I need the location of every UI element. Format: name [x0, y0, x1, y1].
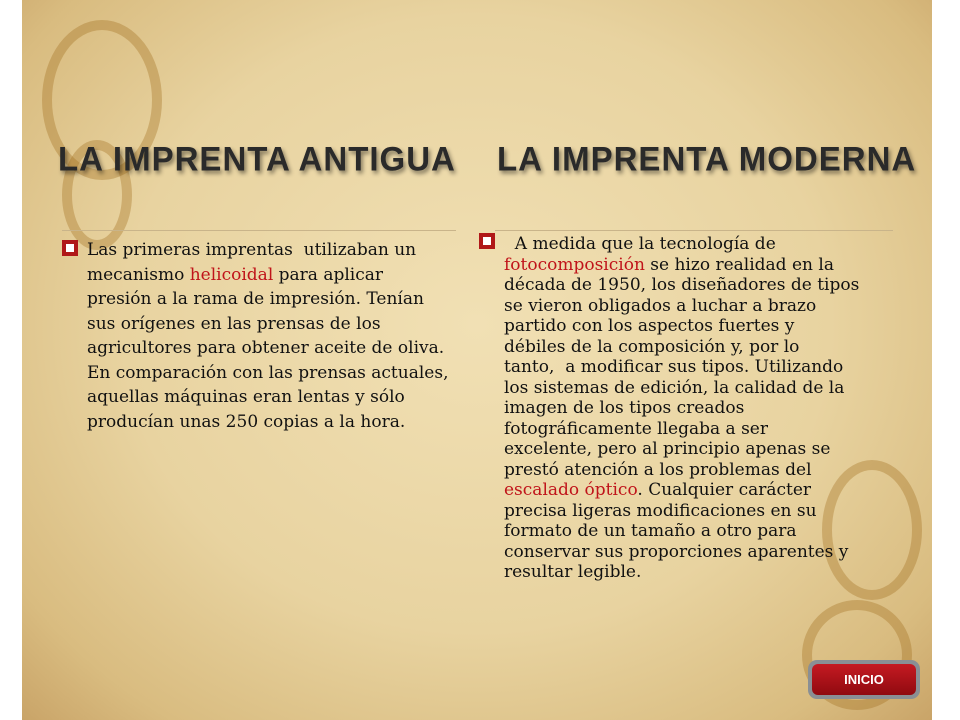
- text-line: [87, 263, 448, 288]
- divider: [495, 230, 893, 231]
- text-line: [504, 255, 859, 276]
- text-line: [87, 336, 448, 361]
- text-run: precisa ligeras modificaciones en su: [504, 500, 817, 521]
- heading-antigua: LA IMPRENTA ANTIGUA: [58, 139, 456, 178]
- text-run: se vieron obligados a luchar a brazo: [504, 295, 817, 316]
- inicio-button[interactable]: [808, 660, 920, 699]
- text-run: fotográficamente llegaba a ser: [504, 418, 768, 439]
- text-run: imagen de los tipos creados: [504, 398, 745, 418]
- text-line: [504, 275, 859, 296]
- text-run: formato de un tamaño a otro para: [504, 521, 797, 541]
- text-run: aquellas máquinas eran lentas y sólo: [87, 387, 405, 407]
- text-run: En comparación con las prensas actuales,: [87, 362, 449, 383]
- text-run: prestó atención a los problemas del: [504, 459, 812, 480]
- text-run: agricultores para obtener aceite de oliva.: [87, 338, 445, 358]
- text-line: [504, 542, 859, 563]
- paragraph-antigua: [87, 238, 448, 434]
- text-line: [504, 439, 859, 460]
- text-line: [504, 460, 859, 481]
- text-run: década de 1950, los diseñadores de tipos: [504, 275, 860, 295]
- divider: [62, 230, 456, 231]
- text-line: [504, 501, 859, 522]
- text-run: Las primeras imprentas utilizaban un: [87, 240, 417, 260]
- text-run: sus orígenes en las prensas de los: [87, 313, 381, 334]
- text-line: [504, 316, 859, 337]
- text-line: [504, 521, 859, 542]
- text-run: débiles de la composición y, por lo: [504, 336, 800, 357]
- text-run: resultar legible.: [504, 562, 642, 582]
- text-line: [87, 287, 448, 312]
- text-run: conservar sus proporciones aparentes y: [504, 541, 849, 562]
- text-run: A medida que la tecnología de: [504, 234, 776, 254]
- highlighted-term: fotocomposición: [504, 254, 645, 275]
- text-run: mecanismo: [87, 264, 190, 285]
- text-line: [87, 385, 448, 410]
- text-line: [87, 410, 448, 435]
- text-run: presión a la rama de impresión. Tenían: [87, 289, 424, 309]
- text-run: excelente, pero al principio apenas se: [504, 439, 831, 459]
- text-line: [87, 312, 448, 337]
- text-line: [504, 480, 859, 501]
- text-line: [504, 296, 859, 317]
- text-line: [87, 361, 448, 386]
- inicio-label: INICIO: [812, 664, 916, 695]
- bullet-icon: [479, 233, 495, 249]
- paragraph-moderna: [504, 234, 859, 583]
- text-run: . Cualquier carácter: [637, 480, 812, 500]
- bullet-icon: [62, 240, 78, 256]
- highlighted-term: helicoidal: [189, 264, 274, 285]
- text-run: producían unas 250 copias a la hora.: [87, 411, 406, 432]
- text-line: [87, 238, 448, 263]
- text-line: [504, 562, 859, 583]
- text-run: los sistemas de edición, la calidad de la: [504, 377, 845, 398]
- text-run: tanto, a modificar sus tipos. Utilizando: [504, 357, 844, 377]
- heading-moderna: LA IMPRENTA MODERNA: [497, 139, 917, 178]
- text-line: [504, 378, 859, 399]
- text-run: se hizo realidad en la: [644, 254, 834, 275]
- text-line: [504, 357, 859, 378]
- text-line: [504, 398, 859, 419]
- highlighted-term: escalado óptico: [504, 480, 638, 500]
- text-line: [504, 337, 859, 358]
- text-run: para aplicar: [273, 264, 384, 285]
- text-line: [504, 234, 859, 255]
- text-line: [504, 419, 859, 440]
- text-run: partido con los aspectos fuertes y: [504, 316, 795, 336]
